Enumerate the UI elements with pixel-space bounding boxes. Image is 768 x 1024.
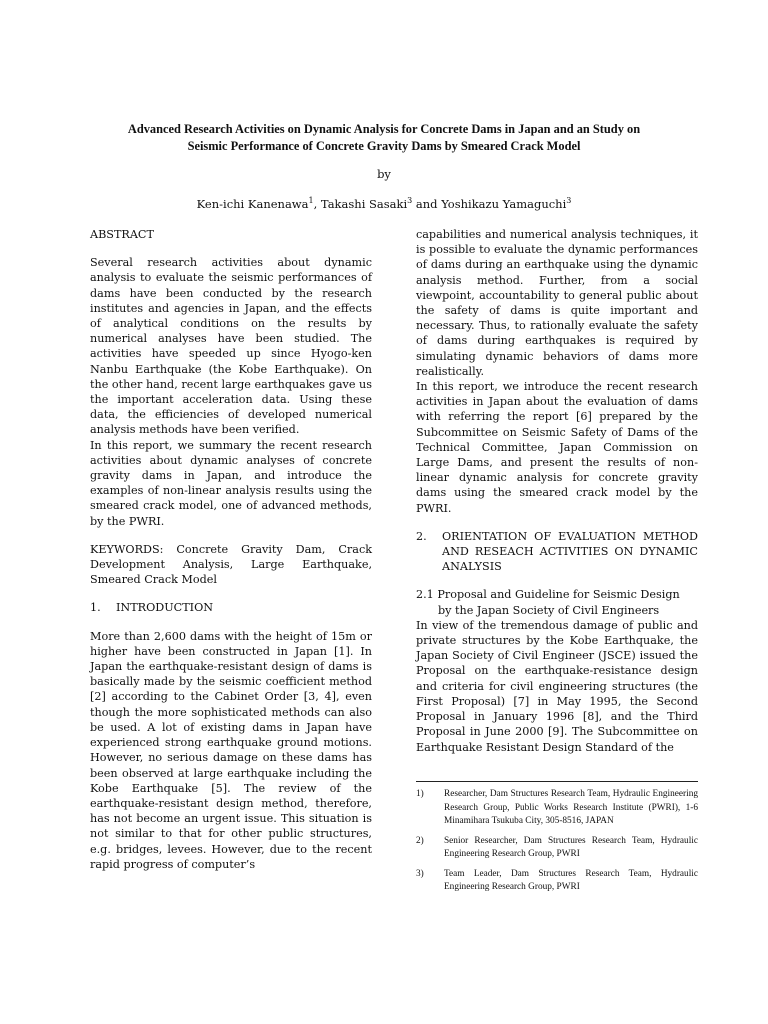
author-separator: and xyxy=(412,197,442,211)
section-1-title: INTRODUCTION xyxy=(116,601,214,615)
footnote-text: Senior Researcher, Dam Structures Research Team, Hydraulic Engineering Research Group, PWRI xyxy=(444,835,698,859)
footnote-item xyxy=(416,788,698,829)
author-1: Ken-ichi Kanenawa xyxy=(196,197,309,211)
footnotes xyxy=(416,781,698,901)
section-2-number: 2. xyxy=(416,529,427,543)
abstract-paragraph-1: Several research activities about dynamic analysis to evaluate the seismic performances of dams have been conducted by the research institutes and agencies in Japan, and the effects of analytical conditions on the results by numerical analyses have been studied. The activities have speeded up since Hyogo-ken Nanbu Earthquake (the Kobe Earthquake). On the other hand, recent large earthquakes gave us the important acceleration data. Using these data, the efficiencies of developed numerical analysis methods have been verified. xyxy=(90,256,372,437)
footnote-number: 1) xyxy=(416,789,424,799)
keywords: KEYWORDS: Concrete Gravity Dam, Crack Development Analysis, Large Earthquake, Smeared Crack Model xyxy=(90,542,372,587)
abstract-paragraph-2: In this report, we summary the recent research activities about dynamic analyses of concrete gravity dams in Japan, and introduce the examples of non-linear analysis results using the smeared crack model, one of advanced methods, by the PWRI. xyxy=(90,438,372,528)
section-1-heading xyxy=(90,600,372,615)
footnote-text: Researcher, Dam Structures Research Team, Hydraulic Engineering Research Group, Public Works Research Institute (PWRI), 1-6 Minamihara Tsukuba City, 305-8516, JAPAN xyxy=(444,789,698,826)
left-column xyxy=(90,227,372,872)
title-line-1: Advanced Research Activities on Dynamic Analysis for Concrete Dams in Japan and an Study on xyxy=(127,122,641,136)
author-separator: , xyxy=(313,197,321,211)
intro-paragraph-1-continued: capabilities and numerical analysis techniques, it is possible to evaluate the dynamic performances of dams during an earthquake using the dynamic analysis method. Further, from a social viewpoint, accountability to general public about the safety of dams is quite important and necessary. Thus, to rationally evaluate the safety of dams during earthquakes is required by simulating dynamic behaviors of dams more realistically. xyxy=(416,228,698,378)
section-1-number: 1. xyxy=(90,601,101,615)
author-3: Yoshikazu Yamaguchi xyxy=(441,197,567,211)
title-line-2: Seismic Performance of Concrete Gravity Dams by Smeared Crack Model xyxy=(187,139,581,153)
footnote-item xyxy=(416,868,698,895)
author-list xyxy=(0,196,768,211)
paper-title xyxy=(60,121,708,155)
footnote-number: 3) xyxy=(416,868,424,879)
section-2-1-heading xyxy=(416,587,698,617)
footnote-number: 2) xyxy=(416,835,424,846)
section-2-1-heading-line-2: by the Japan Society of Civil Engineers xyxy=(438,603,660,617)
footnote-text: Team Leader, Dam Structures Research Team, Hydraulic Engineering Research Group, PWRI xyxy=(444,868,698,892)
footnote-divider xyxy=(416,781,698,782)
author-1-mark: 1 xyxy=(308,196,314,205)
footnote-item xyxy=(416,835,698,862)
section-2-title: ORIENTATION OF EVALUATION METHOD AND RESEACH ACTIVITIES ON DYNAMIC ANALYSIS xyxy=(442,529,698,574)
section-2-heading xyxy=(416,529,698,575)
right-column xyxy=(416,227,698,755)
section-2-1-paragraph-1: In view of the tremendous damage of public and private structures by the Kobe Earthquake, the Japan Society of Civil Engineer (JSCE) issued the Proposal on the earthquake-resistance design and criteria for civil engineering structures (the First Proposal) [7] in May 1995, the Second Proposal in January 1996 [8], and the Third Proposal in June 2000 [9]. The Subcommittee on Earthquake Resistant Design Standard of the xyxy=(416,618,698,754)
intro-paragraph-2: In this report, we introduce the recent research activities in Japan about the evaluation of dams with referring the report [6] prepared by the Subcommittee on Seismic Safety of Dams of the Technical Committee, Japan Commission on Large Dams, and present the results of non-linear dynamic analysis for concrete gravity dams using the smeared crack model by the PWRI. xyxy=(416,380,698,515)
author-3-mark: 3 xyxy=(566,196,572,205)
abstract-heading: ABSTRACT xyxy=(90,228,154,241)
author-2: Takashi Sasaki xyxy=(320,197,408,211)
intro-paragraph-1: More than 2,600 dams with the height of 15m or higher have been constructed in Japan [1]. In Japan the earthquake-resistant design of dams is basically made by the seismic coefficient method [2] according to the Cabinet Order [3, 4], even though the more sophisticated methods can also be used. A lot of existing dams in Japan have experienced strong earthquake ground motions. However, no serious damage on these dams has been observed at large earthquake including the Kobe Earthquake [5]. The review of the earthquake-resistant design method, therefore, has not become an urgent issue. This situation is not similar to that for other public structures, e.g. bridges, levees. However, due to the recent rapid progress of computer’s xyxy=(90,629,372,871)
section-2-1-heading-line-1: 2.1 Proposal and Guideline for Seismic Design xyxy=(416,588,680,602)
author-2-mark: 3 xyxy=(407,196,413,205)
by-line: by xyxy=(377,167,391,181)
